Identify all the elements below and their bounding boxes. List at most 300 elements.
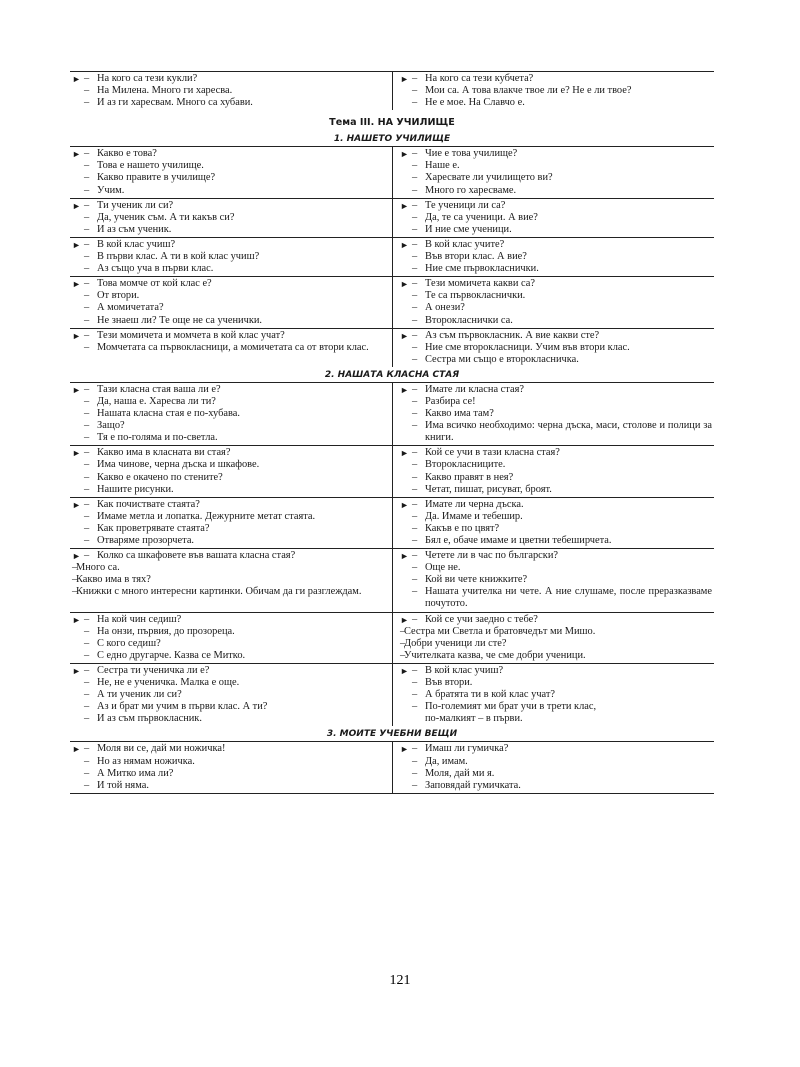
dialog-line xyxy=(400,263,712,275)
dialog-text: А Митко има ли? xyxy=(97,767,174,779)
dialog-dash: – xyxy=(84,383,90,395)
dialog-dash: – xyxy=(412,395,418,407)
dialog-dash: – xyxy=(84,314,90,326)
dialog-line xyxy=(400,447,712,459)
dialog-line xyxy=(72,172,386,184)
dialog-dash: – xyxy=(412,263,418,275)
dialog-dash: – xyxy=(400,625,406,637)
dialog-line xyxy=(72,756,386,768)
topic-heading: Тема III. НА УЧИЛИЩЕ xyxy=(329,117,455,129)
right-dialog xyxy=(392,147,714,197)
dialog-text: Нашата учителка ни чете. А ние слушаме, после преразказваме почутото. xyxy=(425,586,712,610)
dialog-text: Това момче от кой клас е? xyxy=(97,278,212,290)
dialog-text: Кой се учи в тази класна стая? xyxy=(425,447,560,459)
dialog-text: А ти ученик ли си? xyxy=(97,689,182,701)
dialog-line xyxy=(72,511,386,523)
dialog-dash: – xyxy=(412,586,418,598)
dialog-line xyxy=(72,665,386,677)
dialog-text: Във втори клас. А вие? xyxy=(425,251,527,263)
right-dialog xyxy=(392,199,714,237)
dialog-dash: – xyxy=(84,779,90,791)
dialog-line xyxy=(72,677,386,689)
dialog-dash: – xyxy=(412,562,418,574)
dialog-line xyxy=(72,472,386,484)
dialog-line xyxy=(400,200,712,212)
triangle-pointer-icon: ► xyxy=(400,149,409,160)
dialog-block xyxy=(70,741,714,793)
dialog-line xyxy=(72,574,386,586)
dialog-dash: – xyxy=(412,420,418,432)
dialog-dash: – xyxy=(412,574,418,586)
dialog-block xyxy=(70,328,714,367)
dialog-text: Да. Имаме и тебешир. xyxy=(425,510,523,522)
dialog-dash: – xyxy=(412,278,418,290)
dialog-line xyxy=(400,574,712,586)
dialog-line xyxy=(400,384,712,396)
dialog-text: Второкласниците. xyxy=(425,459,506,471)
dialog-dash: – xyxy=(412,184,418,196)
dialog-line xyxy=(72,447,386,459)
triangle-pointer-icon: ► xyxy=(72,384,81,395)
dialog-text: Какво има там? xyxy=(425,408,494,420)
dialog-dash: – xyxy=(412,199,418,211)
dialog-line xyxy=(72,73,386,85)
dialog-dash: – xyxy=(412,97,418,109)
dialog-dash: – xyxy=(412,85,418,97)
dialog-text: Какво правите в училище? xyxy=(97,172,216,184)
dialog-dash: – xyxy=(84,689,90,701)
dialog-line xyxy=(72,290,386,302)
dialog-line xyxy=(72,396,386,408)
dialog-text: Има всичко необходимо: черна дъска, маси, столове и полици за книги. xyxy=(425,420,712,444)
dialog-dash: – xyxy=(412,743,418,755)
dialog-dash: – xyxy=(412,613,418,625)
dialog-line xyxy=(72,701,386,713)
dialog-block xyxy=(70,445,714,496)
dialog-line xyxy=(400,85,712,97)
dialog-line xyxy=(400,302,712,314)
dialog-line xyxy=(72,499,386,511)
dialog-dash: – xyxy=(412,510,418,522)
dialog-text: Много го харесваме. xyxy=(425,184,517,196)
dialog-line xyxy=(400,212,712,224)
dialog-line xyxy=(400,523,712,535)
dialog-text: А онези? xyxy=(425,302,465,314)
dialog-dash: – xyxy=(412,498,418,510)
dialog-text: Имате ли класна стая? xyxy=(425,383,524,395)
dialog-dash: – xyxy=(84,73,90,84)
dialog-line xyxy=(400,408,712,420)
dialog-dash: – xyxy=(84,420,90,432)
dialog-dash: – xyxy=(412,664,418,676)
triangle-pointer-icon: ► xyxy=(72,239,81,250)
dialog-line xyxy=(400,768,712,780)
dialog-dash: – xyxy=(412,459,418,471)
dialog-dash: – xyxy=(412,550,418,562)
dialog-dash: – xyxy=(84,395,90,407)
dialog-line xyxy=(400,484,712,496)
triangle-pointer-icon: ► xyxy=(400,665,409,676)
dialog-text: Тя е по-голяма и по-светла. xyxy=(97,432,218,444)
triangle-pointer-icon: ► xyxy=(400,330,409,341)
dialog-dash: – xyxy=(72,574,78,586)
dialog-text: В кой клас учиш? xyxy=(97,238,176,250)
dialog-text: Ние сме второкласници. Учим във втори клас. xyxy=(425,341,630,353)
dialog-text: И аз съм първокласник. xyxy=(97,713,202,725)
dialog-line xyxy=(72,408,386,420)
dialog-text: Добри ученици ли сте? xyxy=(404,637,507,649)
triangle-pointer-icon: ► xyxy=(400,200,409,211)
dialog-line xyxy=(400,586,712,610)
dialog-dash: – xyxy=(84,160,90,172)
triangle-pointer-icon: ► xyxy=(400,448,409,459)
dialog-dash: – xyxy=(412,302,418,314)
dialog-dash: – xyxy=(412,211,418,223)
dialog-line xyxy=(400,239,712,251)
page-content xyxy=(70,71,714,794)
dialog-text: Наше е. xyxy=(425,160,460,172)
dialog-line xyxy=(72,768,386,780)
left-dialog xyxy=(70,742,392,792)
dialog-dash: – xyxy=(412,522,418,534)
dialog-line xyxy=(72,330,386,342)
dialog-dash: – xyxy=(84,329,90,341)
dialog-dash: – xyxy=(412,160,418,172)
dialog-block xyxy=(70,276,714,327)
dialog-text: И ние сме ученици. xyxy=(425,223,512,235)
dialog-text: Какъв е по цвят? xyxy=(425,522,500,534)
dialog-dash: – xyxy=(84,148,90,160)
dialog-line xyxy=(400,172,712,184)
dialog-text: На онзи, първия, до прозореца. xyxy=(97,625,235,637)
dialog-dash: – xyxy=(412,73,418,84)
dialog-text: Да, те са ученици. А вие? xyxy=(425,211,538,223)
dialog-dash: – xyxy=(84,263,90,275)
dialog-text: Харесвате ли училището ви? xyxy=(425,172,553,184)
dialog-line xyxy=(400,562,712,574)
dialog-line xyxy=(72,535,386,547)
dialog-line xyxy=(400,535,712,547)
dialog-text: На кого са тези кубчета? xyxy=(425,73,534,84)
dialog-text: Да, имам. xyxy=(425,755,468,767)
dialog-dash: – xyxy=(412,223,418,235)
dialog-line xyxy=(400,420,712,444)
dialog-text: От втори. xyxy=(97,290,140,302)
dialog-line xyxy=(72,278,386,290)
dialog-line xyxy=(400,224,712,236)
dialog-text: Учителката казва, че сме добри ученици. xyxy=(404,649,586,661)
dialog-line xyxy=(400,614,712,626)
dialog-text: Учим. xyxy=(97,184,125,196)
dialog-text: С кого седиш? xyxy=(97,637,161,649)
dialog-dash: – xyxy=(412,148,418,160)
dialog-line xyxy=(400,472,712,484)
triangle-pointer-icon: ► xyxy=(400,239,409,250)
dialog-text: Не, не е ученичка. Малка е още. xyxy=(97,677,240,689)
dialog-text: Какво е окачено по стените? xyxy=(97,471,223,483)
right-dialog xyxy=(392,72,714,110)
dialog-line xyxy=(72,626,386,638)
dialog-dash: – xyxy=(84,713,90,725)
dialog-dash: – xyxy=(84,211,90,223)
left-dialog xyxy=(70,664,392,726)
dialog-block xyxy=(70,71,714,110)
dialog-dash: – xyxy=(72,586,78,598)
dialog-line xyxy=(400,665,712,677)
dialog-line xyxy=(400,459,712,471)
dialog-text: Аз съм първокласник. А вие какви сте? xyxy=(425,329,600,341)
dialog-text: Книжки с много интересни картинки. Обичам да ги разглеждам. xyxy=(76,586,362,598)
dialog-text: Кой се учи заедно с тебе? xyxy=(425,613,538,625)
right-dialog xyxy=(392,498,714,548)
dialog-text: Моля, дай ми я. xyxy=(425,767,495,779)
triangle-pointer-icon: ► xyxy=(72,744,81,755)
dialog-text: Много са. xyxy=(76,562,120,574)
dialog-text: Но аз нямам ножичка. xyxy=(97,755,195,767)
dialog-dash: – xyxy=(84,199,90,211)
dialog-text: Още не. xyxy=(425,562,461,574)
dialog-line xyxy=(400,713,712,725)
dialog-text: Как почиствате стаята? xyxy=(97,498,200,510)
dialog-text: Имаме метла и лопатка. Дежурните метат стаята. xyxy=(97,510,316,522)
dialog-text: Тази класна стая ваша ли е? xyxy=(97,383,221,395)
dialog-text: Не знаеш ли? Те още не са ученички. xyxy=(97,314,263,326)
dialog-line xyxy=(400,160,712,172)
dialog-text: Имате ли черна дъска. xyxy=(425,498,524,510)
dialog-text: по-малкият – в първи. xyxy=(425,713,523,725)
right-dialog xyxy=(392,238,714,276)
dialog-block xyxy=(70,198,714,237)
dialog-dash: – xyxy=(84,701,90,713)
dialog-dash: – xyxy=(412,755,418,767)
dialog-block xyxy=(70,497,714,548)
dialog-dash: – xyxy=(84,550,90,562)
dialog-dash: – xyxy=(412,767,418,779)
dialog-dash: – xyxy=(412,689,418,701)
section-heading: 1. НАШЕТО УЧИЛИЩЕ xyxy=(333,134,451,145)
dialog-line xyxy=(400,315,712,327)
dialog-block xyxy=(70,548,714,611)
triangle-pointer-icon: ► xyxy=(400,279,409,290)
dialog-text: Колко са шкафовете във вашата класна стая? xyxy=(97,550,296,562)
dialog-text: А момичетата? xyxy=(97,302,164,314)
dialog-text: Ние сме първокласнички. xyxy=(425,263,539,275)
right-dialog xyxy=(392,742,714,792)
dialog-line xyxy=(72,224,386,236)
dialog-text: На кого са тези кукли? xyxy=(97,73,198,84)
dialog-text: Какво има в тях? xyxy=(76,574,151,586)
triangle-pointer-icon: ► xyxy=(400,384,409,395)
dialog-line xyxy=(400,550,712,562)
triangle-pointer-icon: ► xyxy=(72,330,81,341)
dialog-text: Не е мое. На Славчо е. xyxy=(425,97,525,109)
dialog-text: Тези момичета и момчета в кой клас учат? xyxy=(97,329,285,341)
dialog-line xyxy=(72,85,386,97)
triangle-pointer-icon: ► xyxy=(72,279,81,290)
dialog-line xyxy=(72,212,386,224)
dialog-text: Има чинове, черна дъска и шкафове. xyxy=(97,459,260,471)
triangle-pointer-icon: ► xyxy=(400,744,409,755)
left-dialog xyxy=(70,613,392,663)
dialog-text: Аз също уча в първи клас. xyxy=(97,263,214,275)
dialog-line xyxy=(72,586,386,598)
dialog-line xyxy=(400,756,712,768)
dialog-line xyxy=(400,185,712,197)
dialog-line xyxy=(400,354,712,366)
triangle-pointer-icon: ► xyxy=(72,614,81,625)
dialog-dash: – xyxy=(412,471,418,483)
dialog-text: Ти ученик ли си? xyxy=(97,199,174,211)
left-dialog xyxy=(70,147,392,197)
dialog-dash: – xyxy=(84,637,90,649)
dialog-dash: – xyxy=(412,341,418,353)
triangle-pointer-icon: ► xyxy=(72,499,81,510)
dialog-dash: – xyxy=(84,97,90,109)
dialog-line xyxy=(400,97,712,109)
dialog-dash: – xyxy=(412,383,418,395)
dialog-text: Имаш ли гумичка? xyxy=(425,743,509,755)
dialog-line xyxy=(400,780,712,792)
triangle-pointer-icon: ► xyxy=(72,448,81,459)
dialog-dash: – xyxy=(84,743,90,755)
dialog-line xyxy=(72,263,386,275)
dialog-dash: – xyxy=(412,677,418,689)
dialog-dash: – xyxy=(412,483,418,495)
dialog-line xyxy=(72,562,386,574)
dialog-text: И аз ги харесвам. Много са хубави. xyxy=(97,97,253,109)
dialog-dash: – xyxy=(84,251,90,263)
dialog-line xyxy=(400,330,712,342)
dialog-line xyxy=(400,73,712,85)
left-dialog xyxy=(70,549,392,611)
dialog-line xyxy=(400,638,712,650)
dialog-dash: – xyxy=(84,510,90,522)
dialog-dash: – xyxy=(84,535,90,546)
dialog-line xyxy=(400,626,712,638)
dialog-line xyxy=(72,315,386,327)
dialog-text: Моля ви се, дай ми ножичка! xyxy=(97,743,226,755)
dialog-line xyxy=(72,743,386,755)
dialog-line xyxy=(72,780,386,792)
dialog-dash: – xyxy=(412,172,418,184)
dialog-text: Сестра ти ученичка ли е? xyxy=(97,664,210,676)
dialog-line xyxy=(400,511,712,523)
dialog-text: В кой клас учиш? xyxy=(425,664,504,676)
dialog-dash: – xyxy=(400,649,406,661)
dialog-line xyxy=(72,239,386,251)
dialog-dash: – xyxy=(412,408,418,420)
dialog-dash: – xyxy=(84,408,90,420)
dialog-text: В първи клас. А ти в кой клас учиш? xyxy=(97,251,260,263)
dialog-line xyxy=(400,743,712,755)
dialog-line xyxy=(72,384,386,396)
right-dialog xyxy=(392,613,714,663)
dialog-dash: – xyxy=(412,314,418,326)
triangle-pointer-icon: ► xyxy=(72,200,81,211)
dialog-dash: – xyxy=(84,172,90,184)
dialog-dash: – xyxy=(412,329,418,341)
dialog-text: Разбира се! xyxy=(425,395,476,407)
dialog-line xyxy=(400,148,712,160)
dialog-text: Нашата класна стая е по-хубава. xyxy=(97,408,240,420)
triangle-pointer-icon: ► xyxy=(400,74,409,84)
dialog-dash: – xyxy=(84,223,90,235)
left-dialog xyxy=(70,199,392,237)
dialog-text: На Милена. Много ги харесва. xyxy=(97,85,233,97)
dialog-text: Кой ви чете книжките? xyxy=(425,574,528,586)
dialog-text: Чие е това училище? xyxy=(425,148,518,160)
dialog-text: Четете ли в час по български? xyxy=(425,550,559,562)
dialog-line xyxy=(72,650,386,662)
dialog-dash: – xyxy=(400,637,406,649)
left-dialog xyxy=(70,277,392,327)
dialog-text: Второкласнички са. xyxy=(425,314,513,326)
dialog-text: А братята ти в кой клас учат? xyxy=(425,689,556,701)
dialog-dash: – xyxy=(84,755,90,767)
dialog-dash: – xyxy=(412,701,418,713)
right-dialog xyxy=(392,277,714,327)
dialog-dash: – xyxy=(84,302,90,314)
dialog-dash: – xyxy=(84,432,90,444)
dialog-text: Четат, пишат, рисуват, броят. xyxy=(425,483,552,495)
dialog-dash: – xyxy=(84,471,90,483)
dialog-line xyxy=(72,484,386,496)
dialog-block xyxy=(70,663,714,726)
dialog-text: Аз и брат ми учим в първи клас. А ти? xyxy=(97,701,268,713)
section-heading: 2. НАШАТА КЛАСНА СТАЯ xyxy=(324,369,460,380)
dialog-dash: – xyxy=(84,85,90,97)
dialog-text: В кой клас учите? xyxy=(425,238,505,250)
dialog-line xyxy=(72,185,386,197)
dialog-line xyxy=(72,148,386,160)
dialog-dash: – xyxy=(412,238,418,250)
dialog-line xyxy=(72,420,386,432)
dialog-line xyxy=(72,97,386,109)
dialog-line xyxy=(400,251,712,263)
triangle-pointer-icon: ► xyxy=(72,551,81,562)
dialog-line xyxy=(400,499,712,511)
dialog-block xyxy=(70,146,714,197)
dialog-dash: – xyxy=(84,459,90,471)
dialog-line xyxy=(72,342,386,354)
dialog-dash: – xyxy=(84,498,90,510)
triangle-pointer-icon: ► xyxy=(72,665,81,676)
dialog-text: Това е нашето училище. xyxy=(97,160,204,172)
dialog-text: Какво правят в нея? xyxy=(425,471,514,483)
dialog-text: С едно другарче. Казва се Митко. xyxy=(97,649,246,661)
dialog-dash: – xyxy=(84,625,90,637)
dialog-line xyxy=(72,160,386,172)
dialog-dash: – xyxy=(84,483,90,495)
dialog-line xyxy=(400,677,712,689)
dialog-dash: – xyxy=(84,341,90,353)
dialog-line xyxy=(400,689,712,701)
dialog-dash: – xyxy=(84,767,90,779)
right-dialog xyxy=(392,446,714,496)
dialog-line xyxy=(72,523,386,535)
dialog-line xyxy=(72,432,386,444)
dialog-line xyxy=(400,342,712,354)
section-heading: 3. МОИТЕ УЧЕБНИ ВЕЩИ xyxy=(326,729,458,740)
dialog-text: Защо? xyxy=(97,420,125,432)
dialog-text: Момчетата са първокласници, а момичетата са от втори клас. xyxy=(97,341,369,353)
dialog-text: И аз съм ученик. xyxy=(97,223,172,235)
left-dialog xyxy=(70,329,392,367)
dialog-text: Сестра ми също е второкласничка. xyxy=(425,353,579,365)
triangle-pointer-icon: ► xyxy=(400,614,409,625)
dialog-text: И той няма. xyxy=(97,779,149,791)
dialog-text: По-големият ми брат учи в трети клас, xyxy=(425,701,597,713)
